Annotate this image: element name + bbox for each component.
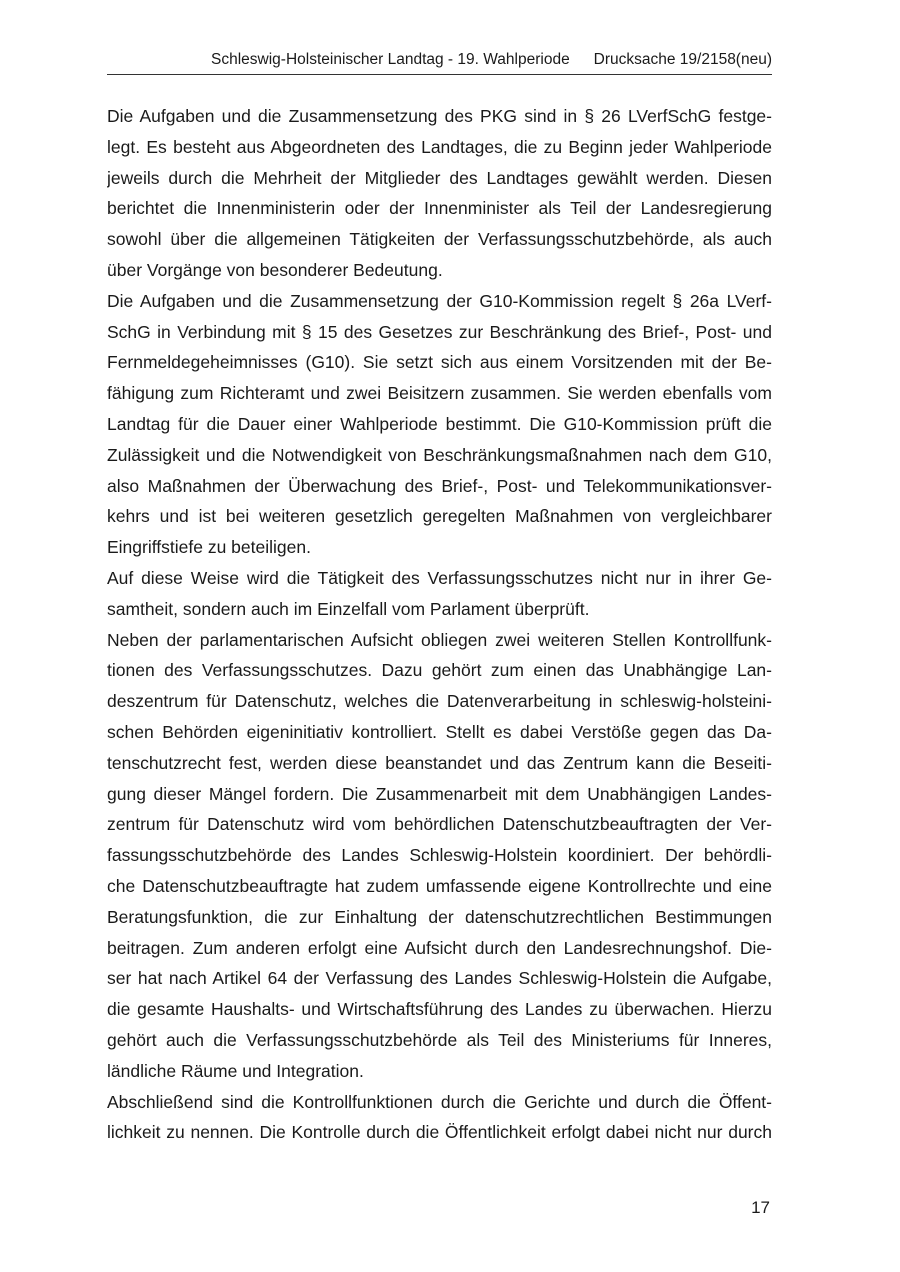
text-line: lichkeit zu nennen. Die Kontrolle durch die Öffentlichkeit erfolgt dabei nicht nur durch [107,1122,772,1143]
text-line: samtheit, sondern auch im Einzelfall vom Parlament überprüft. [107,598,590,619]
text-line: Fernmeldegeheimnisses (G10). Sie setzt sich aus einem Vorsitzenden mit der Be- [107,352,772,373]
text-line: ser hat nach Artikel 64 der Verfassung des Landes Schleswig-Holstein die Aufgabe, [107,968,772,989]
text-line: Die Aufgaben und die Zusammensetzung der G10-Kommission regelt § 26a LVerf- [107,290,772,311]
text-line: jeweils durch die Mehrheit der Mitglieder des Landtages gewählt werden. Diesen [107,167,772,188]
text-line: schen Behörden eigeninitiativ kontrolliert. Stellt es dabei Verstöße gegen das Da- [107,721,772,742]
text-line: gung dieser Mängel fordern. Die Zusammenarbeit mit dem Unabhängigen Landes- [107,783,772,804]
text-line: Beratungsfunktion, die zur Einhaltung der datenschutzrechtlichen Bestimmungen [107,906,772,927]
page-number: 17 [751,1198,770,1217]
header-title: Schleswig-Holsteinischer Landtag - 19. Wahlperiode [211,51,570,68]
text-line: kehrs und ist bei weiteren gesetzlich geregelten Maßnahmen von vergleichbarer [107,506,772,527]
document-number: Drucksache 19/2158(neu) [593,51,772,68]
text-line: legt. Es besteht aus Abgeordneten des Landtages, die zu Beginn jeder Wahlperiode [107,136,772,157]
text-line: deszentrum für Datenschutz, welches die Datenverarbeitung in schleswig-holsteini- [107,691,772,712]
body-text [107,101,772,1148]
text-line: Die Aufgaben und die Zusammensetzung des PKG sind in § 26 LVerfSchG festge- [107,106,772,126]
text-line: berichtet die Innenministerin oder der Innenminister als Teil der Landesregierung [107,198,772,219]
text-line: tionen des Verfassungsschutzes. Dazu gehört zum einen das Unabhängige Lan- [107,660,772,681]
text-line: gehört auch die Verfassungsschutzbehörde als Teil des Ministeriums für Inneres, [107,1029,772,1050]
text-line: Landtag für die Dauer einer Wahlperiode bestimmt. Die G10-Kommission prüft die [107,413,772,434]
text-line: SchG in Verbindung mit § 15 des Gesetzes zur Beschränkung des Brief-, Post- und [107,321,772,342]
text-line: Abschließend sind die Kontrollfunktionen durch die Gerichte und durch die Öffent- [107,1091,772,1112]
text-line: Auf diese Weise wird die Tätigkeit des Verfassungsschutzes nicht nur in ihrer Ge- [107,567,772,588]
text-line: ländliche Räume und Integration. [107,1060,364,1081]
text-line: fassungsschutzbehörde des Landes Schleswig-Holstein koordiniert. Der behördli- [107,845,772,866]
text-line: tenschutzrecht fest, werden diese beanstandet und das Zentrum kann die Beseiti- [107,752,772,773]
text-line: sowohl über die allgemeinen Tätigkeiten der Verfassungsschutzbehörde, als auch [107,229,772,250]
text-line: also Maßnahmen der Überwachung des Brief-, Post- und Telekommunikationsver- [107,475,772,496]
text-line: über Vorgänge von besonderer Bedeutung. [107,259,443,280]
text-line: fähigung zum Richteramt und zwei Beisitzern zusammen. Sie werden ebenfalls vom [107,383,772,404]
text-line: Eingriffstiefe zu beteiligen. [107,537,311,558]
text-line: Neben der parlamentarischen Aufsicht obliegen zwei weiteren Stellen Kontrollfunk- [107,629,772,650]
text-line: che Datenschutzbeauftragte hat zudem umfassende eigene Kontrollrechte und eine [107,875,772,896]
text-line: beitragen. Zum anderen erfolgt eine Aufsicht durch den Landesrechnungshof. Die- [107,937,772,958]
text-line: zentrum für Datenschutz wird vom behördlichen Datenschutzbeauftragten der Ver- [107,814,772,835]
text-line: die gesamte Haushalts- und Wirtschaftsführung des Landes zu überwachen. Hierzu [107,999,772,1020]
page-header [107,46,772,75]
text-line: Zulässigkeit und die Notwendigkeit von Beschränkungsmaßnahmen nach dem G10, [107,444,772,465]
